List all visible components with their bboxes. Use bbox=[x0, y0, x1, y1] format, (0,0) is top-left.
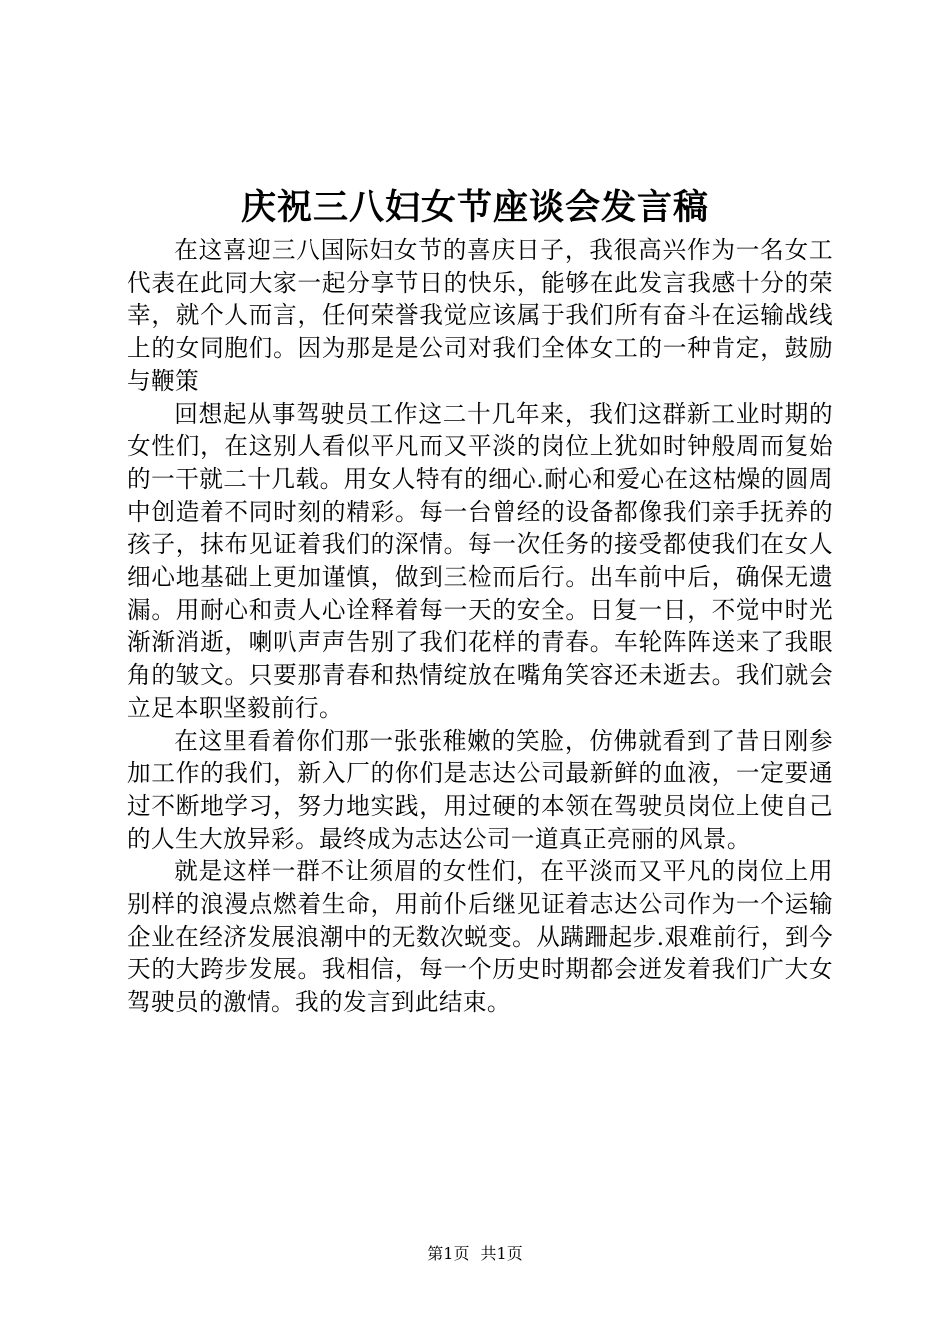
paragraph-2: 回想起从事驾驶员工作这二十几年来，我们这群新工业时期的女性们，在这别人看似平凡而又平淡的岗位上犹如时钟般周而复始的一干就二十几载。用女人特有的细心.耐心和爱心在这枯燥的圆周中创造着不同时刻的精彩。每一台曾经的设备都像我们亲手抚养的孩子，抹布见证着我们的深情。每一次任务的接受都使我们在女人细心地基础上更加谨慎，做到三检而后行。出车前中后，确保无遗漏。用耐心和责人心诠释着每一天的安全。日复一日，不觉中时光渐渐消逝，喇叭声声告别了我们花样的青春。车轮阵阵送来了我眼角的皱文。只要那青春和热情绽放在嘴角笑容还未逝去。我们就会立足本职坚毅前行。 bbox=[127, 399, 833, 722]
paragraph-1: 在这喜迎三八国际妇女节的喜庆日子，我很高兴作为一名女工代表在此同大家一起分享节日的快乐，能够在此发言我感十分的荣幸，就个人而言，任何荣誉我觉应该属于我们所有奋斗在运输战线上的女同胞们。因为那是是公司对我们全体女工的一种肯定，鼓励与鞭策 bbox=[127, 236, 833, 395]
document-body bbox=[127, 234, 833, 1019]
paragraph-3: 在这里看着你们那一张张稚嫩的笑脸，仿佛就看到了昔日刚参加工作的我们，新入厂的你们是志达公司最新鲜的血液，一定要通过不断地学习，努力地实践，用过硬的本领在驾驶员岗位上使自己的人生大放异彩。最终成为志达公司一道真正亮丽的风景。 bbox=[127, 726, 833, 853]
document-title: 庆祝三八妇女节座谈会发言稿 bbox=[240, 187, 709, 228]
page-footer bbox=[0, 1243, 950, 1265]
page-number: 第1页 bbox=[427, 1244, 470, 1263]
paragraph-4: 就是这样一群不让须眉的女性们，在平淡而又平凡的岗位上用别样的浪漫点燃着生命，用前仆后继见证着志达公司作为一个运输企业在经济发展浪潮中的无数次蜕变。从蹒跚起步.艰难前行，到今天的大跨步发展。我相信，每一个历史时期都会迸发着我们广大女驾驶员的激情。我的发言到此结束。 bbox=[127, 857, 833, 1017]
page-total: 共1页 bbox=[480, 1244, 523, 1263]
